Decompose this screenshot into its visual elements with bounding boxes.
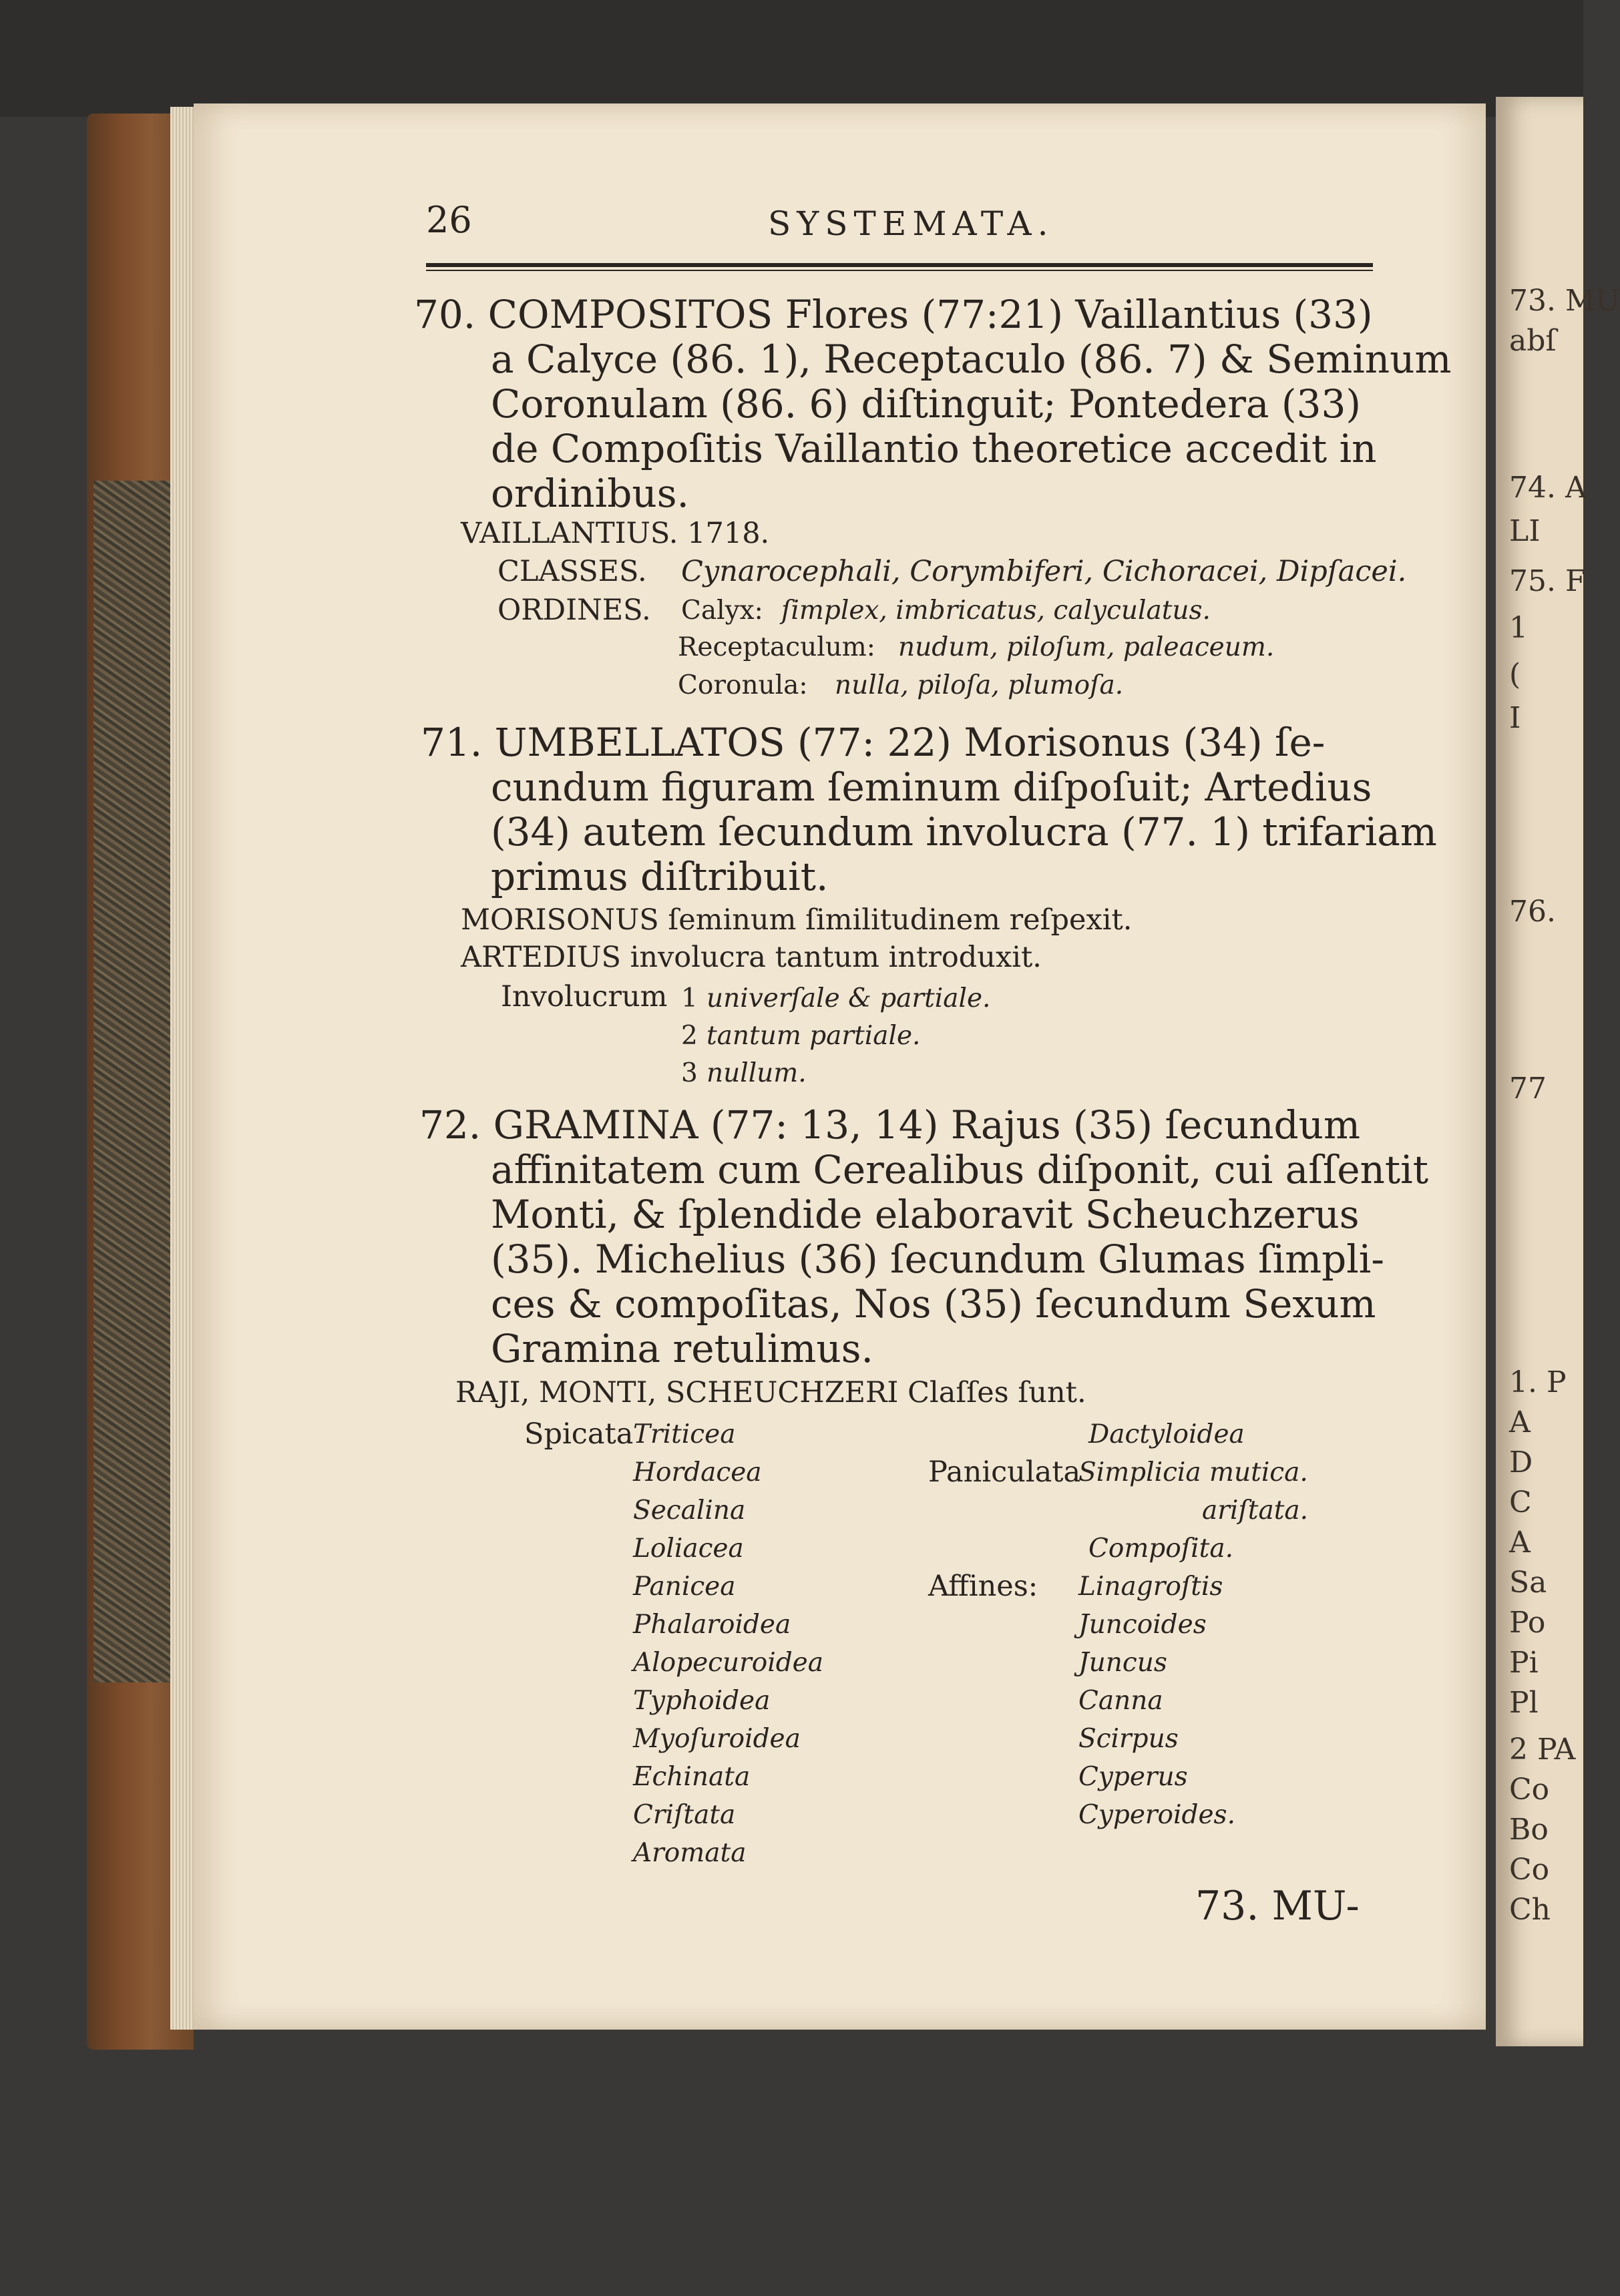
s72-line-3: Monti, & ſplendide elaboravit Scheuchzerus bbox=[491, 1192, 1360, 1237]
facing-fragment: Co bbox=[1509, 1853, 1550, 1887]
facing-fragment: Sa bbox=[1509, 1566, 1547, 1600]
s72-line-5: ces & compoſitas, Nos (35) ſecundum Sexum bbox=[491, 1281, 1376, 1327]
facing-fragment: Pi bbox=[1509, 1646, 1539, 1680]
spicata-item: Alopecuroidea bbox=[633, 1648, 824, 1678]
header-rule-thin bbox=[426, 270, 1373, 271]
s71-inv-num: 3 bbox=[681, 1058, 698, 1088]
facing-fragment: C bbox=[1509, 1485, 1532, 1520]
facing-fragment: Co bbox=[1509, 1773, 1550, 1807]
page-number: 26 bbox=[426, 199, 472, 241]
spicata-item: Aromata bbox=[633, 1838, 747, 1868]
facing-fragment: 75. F bbox=[1509, 564, 1586, 598]
facing-fragment: Pl bbox=[1509, 1686, 1539, 1720]
s72-line-2: affinitatem cum Cerealibus diſponit, cui aſſentit bbox=[491, 1147, 1429, 1192]
spicata-item: Criſtata bbox=[633, 1800, 736, 1830]
s71-note-1: MORISONUS ſeminum ſimilitudinem reſpexit. bbox=[461, 903, 1133, 937]
s70-ordo-label: Calyx: bbox=[681, 596, 763, 626]
affines-item: Scirpus bbox=[1078, 1724, 1179, 1754]
s70-ordo-label: Coronula: bbox=[678, 670, 808, 700]
paniculata-item: Compoſita. bbox=[1088, 1534, 1233, 1564]
spicata-item: Panicea bbox=[633, 1572, 736, 1602]
s70-ordo-value: nudum, piloſum, paleaceum. bbox=[898, 632, 1275, 662]
s71-involucrum-label: Involucrum bbox=[501, 980, 668, 1013]
s70-classes: Cynarocephali, Corymbiferi, Cichoracei, Dipſacei. bbox=[681, 555, 1407, 588]
s70-line-2: a Calyce (86. 1), Receptaculo (86. 7) & Seminum bbox=[491, 336, 1452, 382]
s70-line-4: de Compoſitis Vaillantio theoretice accedit in bbox=[491, 426, 1377, 471]
paniculata-item: ariſtata. bbox=[1202, 1496, 1309, 1526]
s71-line-3: (34) autem ſecundum involucra (77. 1) trifariam bbox=[491, 809, 1437, 855]
spicata-item: Echinata bbox=[633, 1762, 751, 1792]
s71-line-1: 71. UMBELLATOS (77: 22) Morisonus (34) ſe- bbox=[421, 720, 1326, 765]
paniculata-label: Paniculata bbox=[928, 1455, 1081, 1489]
facing-fragment: 76. bbox=[1509, 895, 1556, 929]
facing-page bbox=[1496, 97, 1620, 2046]
s70-ordines-label: ORDINES. bbox=[497, 594, 651, 627]
affines-item: Canna bbox=[1078, 1686, 1163, 1716]
facing-fragment: 77 bbox=[1509, 1072, 1547, 1106]
affines-item: Cyperus bbox=[1078, 1762, 1188, 1792]
s71-inv-text: univerſale & partiale. bbox=[706, 983, 991, 1013]
s71-line-2: cundum figuram ſeminum diſpoſuit; Artedius bbox=[491, 764, 1372, 810]
catchword: 73. MU- bbox=[1195, 1883, 1360, 1929]
s71-inv-num: 2 bbox=[681, 1021, 698, 1051]
dactyloidea: Dactyloidea bbox=[1088, 1419, 1245, 1449]
facing-fragment: abſ bbox=[1509, 324, 1557, 358]
facing-fragment: Bo bbox=[1509, 1813, 1549, 1847]
facing-fragment: D bbox=[1509, 1445, 1533, 1479]
s72-line-6: Gramina retulimus. bbox=[491, 1326, 873, 1371]
spicata-item: Triticea bbox=[633, 1419, 736, 1449]
header-rule bbox=[426, 263, 1373, 267]
affines-item: Juncus bbox=[1078, 1648, 1167, 1678]
s70-line-3: Coronulam (86. 6) diſtinguit; Pontedera (33) bbox=[491, 381, 1361, 427]
s71-inv-num: 1 bbox=[681, 983, 698, 1013]
spicata-item: Myoſuroidea bbox=[633, 1724, 801, 1754]
s70-line-5: ordinibus. bbox=[491, 471, 689, 516]
facing-fragment: LI bbox=[1509, 514, 1541, 548]
s70-ordo-label: Receptaculum: bbox=[678, 632, 875, 662]
s70-author: VAILLANTIUS. 1718. bbox=[461, 517, 770, 550]
s70-line-1: 70. COMPOSITOS Flores (77:21) Vaillantius (33) bbox=[414, 292, 1373, 337]
s70-ordo-value: ſimplex, imbricatus, calyculatus. bbox=[781, 596, 1211, 626]
paniculata-item: Simplicia mutica. bbox=[1078, 1457, 1308, 1487]
s70-classes-label: CLASSES. bbox=[497, 555, 647, 588]
spicata-item: Phalaroidea bbox=[633, 1610, 791, 1640]
spicata-item: Hordacea bbox=[633, 1457, 762, 1487]
facing-fragment: A bbox=[1509, 1405, 1531, 1439]
facing-fragment: 1. P bbox=[1509, 1365, 1567, 1399]
facing-fragment: 74. A bbox=[1509, 471, 1587, 505]
spicata-item: Secalina bbox=[633, 1496, 746, 1526]
facing-fragment: I bbox=[1509, 701, 1521, 735]
facing-fragment: ( bbox=[1509, 658, 1521, 692]
affines-item: Cyperoides. bbox=[1078, 1800, 1235, 1830]
affines-item: Juncoides bbox=[1078, 1610, 1207, 1640]
facing-fragment: 2 PA bbox=[1509, 1733, 1576, 1767]
spicata-item: Typhoidea bbox=[633, 1686, 771, 1716]
s71-line-4: primus diſtribuit. bbox=[491, 854, 829, 899]
s72-classes-line: RAJI, MONTI, SCHEUCHZERI Claſſes ſunt. bbox=[455, 1376, 1086, 1409]
s72-line-1: 72. GRAMINA (77: 13, 14) Rajus (35) ſecundum bbox=[419, 1102, 1360, 1148]
s71-note-2: ARTEDIUS involucra tantum introduxit. bbox=[461, 941, 1042, 974]
dark-backdrop bbox=[0, 0, 1583, 117]
affines-item: Linagroſtis bbox=[1078, 1572, 1223, 1602]
s70-ordo-value: nulla, piloſa, plumoſa. bbox=[835, 670, 1124, 700]
s71-inv-text: tantum partiale. bbox=[706, 1021, 921, 1051]
marbled-cover bbox=[93, 481, 174, 1682]
facing-fragment: A bbox=[1509, 1526, 1531, 1560]
s72-line-4: (35). Michelius (36) ſecundum Glumas ſimpli- bbox=[491, 1236, 1384, 1282]
running-head: SYSTEMATA. bbox=[768, 204, 1054, 243]
s71-inv-text: nullum. bbox=[706, 1058, 807, 1088]
facing-fragment: Ch bbox=[1509, 1893, 1551, 1927]
affines-label: Affines: bbox=[928, 1570, 1038, 1603]
facing-fragment: 1 bbox=[1509, 611, 1528, 645]
spicata-label: Spicata bbox=[524, 1417, 634, 1451]
spicata-item: Loliacea bbox=[633, 1534, 744, 1564]
facing-fragment: Po bbox=[1509, 1606, 1546, 1640]
facing-fragment: 73. MU bbox=[1509, 284, 1620, 318]
